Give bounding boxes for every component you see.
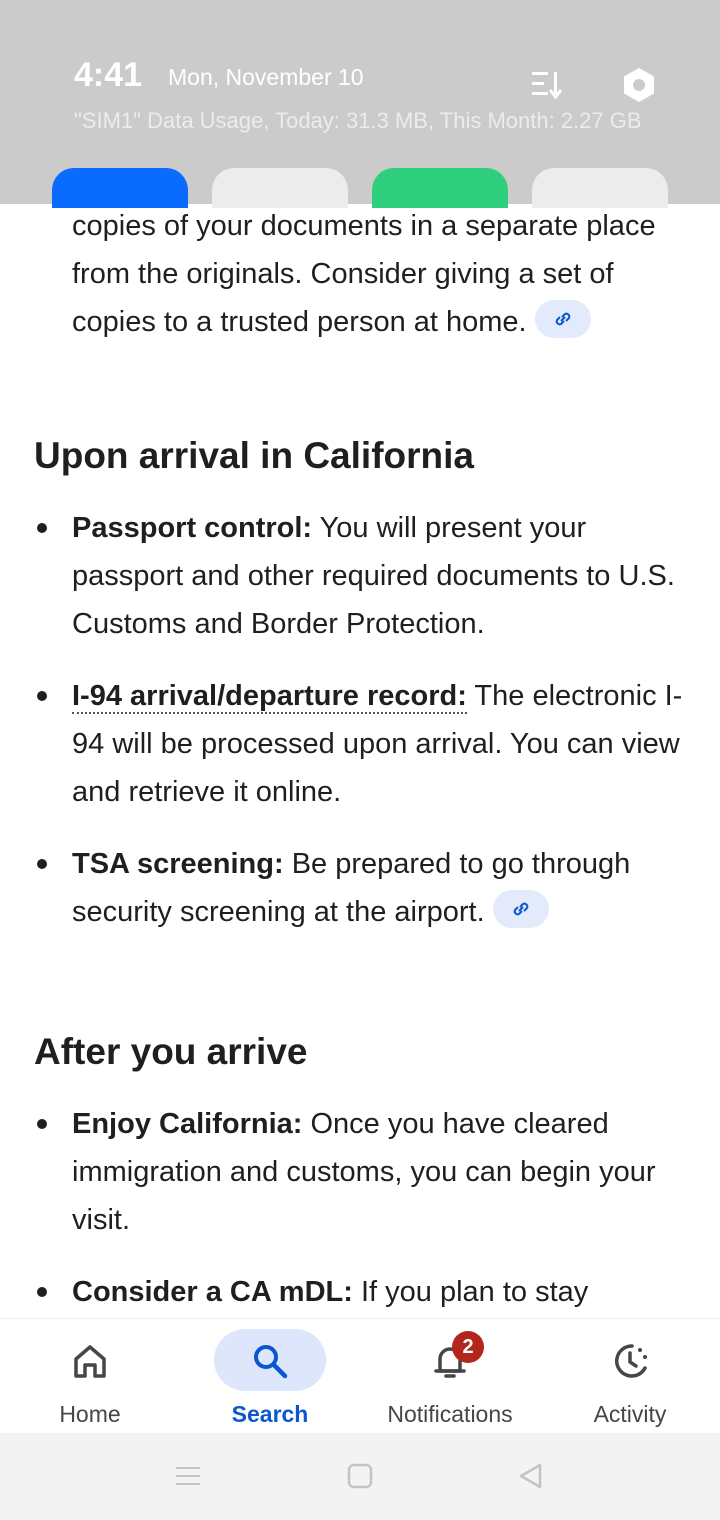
item-description: The electronic I-94 will be processed upon arrival. You can view and retrieve it online.	[72, 680, 683, 808]
nav-notifications-label: Notifications	[387, 1401, 513, 1427]
list-item-text	[72, 1100, 692, 1244]
section-heading-arrival: Upon arrival in California	[34, 435, 474, 476]
nav-search-label: Search	[231, 1401, 309, 1427]
bullet	[37, 523, 47, 533]
recents-icon[interactable]	[174, 1462, 202, 1490]
nav-activity[interactable]	[540, 1319, 720, 1433]
list-item-text	[72, 504, 692, 648]
bullet	[37, 1287, 47, 1297]
quick-tile-2[interactable]	[212, 168, 348, 208]
clock-date: Mon, November 10	[168, 64, 364, 90]
quick-tile-3[interactable]	[372, 168, 508, 208]
nav-home[interactable]	[0, 1319, 180, 1433]
article-content[interactable]	[0, 204, 720, 1318]
item-description: If you plan to stay	[352, 1276, 589, 1308]
item-term: Consider a CA mDL:	[72, 1276, 353, 1308]
nav-notifications[interactable]	[360, 1319, 540, 1433]
search-icon	[250, 1341, 290, 1381]
home-button-icon[interactable]	[346, 1462, 374, 1490]
link-icon	[552, 309, 574, 329]
item-term-glossary-link[interactable]: I-94 arrival/departure record:	[72, 680, 467, 712]
bullet	[37, 691, 47, 701]
list-item-text	[72, 672, 692, 816]
sort-icon[interactable]	[530, 68, 566, 100]
item-term: Enjoy California:	[72, 1108, 303, 1140]
home-icon	[70, 1341, 110, 1381]
source-link-chip[interactable]	[535, 300, 591, 338]
quick-settings-tiles	[0, 168, 720, 204]
nav-search[interactable]	[180, 1319, 360, 1433]
intro-text: copies of your documents in a separate place from the originals. Consider giving a set of copies to a trusted person at home.	[72, 210, 656, 338]
item-term: Passport control:	[72, 512, 313, 544]
quick-tile-1[interactable]	[52, 168, 188, 208]
item-description: Be prepared to go through security screening at the airport.	[72, 848, 631, 928]
bullet	[37, 1119, 47, 1129]
back-icon[interactable]	[516, 1462, 544, 1490]
list-item-text	[72, 1268, 692, 1316]
settings-icon[interactable]	[620, 66, 658, 104]
activity-icon	[610, 1341, 650, 1381]
link-icon	[510, 899, 532, 919]
intro-paragraph	[72, 204, 692, 346]
clock-time: 4:41	[74, 56, 143, 94]
quick-tile-4[interactable]	[532, 168, 668, 208]
item-description: Once you have cleared immigration and customs, you can begin your visit.	[72, 1108, 656, 1236]
item-description: You will present your passport and other required documents to U.S. Customs and Border Protection.	[72, 512, 675, 640]
system-navigation-bar	[0, 1432, 720, 1520]
nav-home-label: Home	[59, 1401, 121, 1427]
data-usage-text: "SIM1" Data Usage, Today: 31.3 MB, This Month: 2.27 GB	[74, 108, 642, 133]
bottom-navigation	[0, 1318, 720, 1433]
notification-badge: 2	[452, 1331, 484, 1363]
source-link-chip[interactable]	[493, 890, 549, 928]
section-heading-after-arrival: After you arrive	[34, 1031, 308, 1072]
bullet	[37, 859, 47, 869]
notification-shade	[0, 0, 720, 204]
list-item-text	[72, 840, 692, 936]
nav-activity-label: Activity	[593, 1401, 667, 1427]
item-term: TSA screening:	[72, 848, 284, 880]
